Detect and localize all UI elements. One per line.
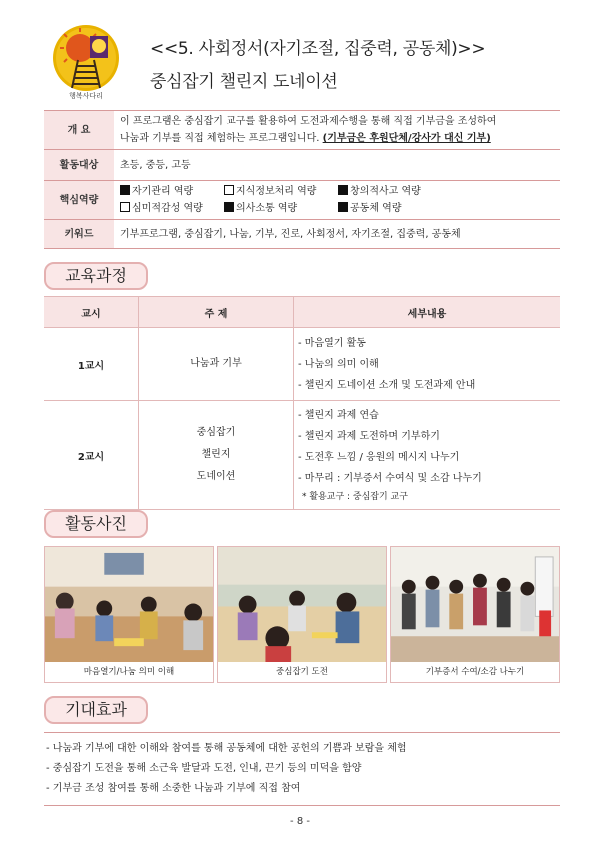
competency-list (114, 181, 560, 220)
competency-6-label: 공동체 역량 (350, 203, 402, 214)
competency-6 (338, 203, 401, 214)
row2-detail-4: - 마무리 : 기부증서 수여식 및 소감 나누기 (298, 473, 482, 484)
competency-4 (120, 200, 224, 217)
competency-5-label: 의사소통 역량 (236, 203, 298, 214)
list-item: - 기부금 조성 참여를 통해 소중한 나눔과 기부에 직접 참여 (46, 783, 301, 794)
keyword-value: 기부프로그램, 중심잡기, 나눔, 기부, 진로, 사회정서, 자기조절, 집중력, 공동체 (114, 220, 560, 249)
unchecked-box-icon (120, 202, 130, 212)
checked-box-icon (120, 185, 130, 195)
checked-box-icon (338, 185, 348, 195)
list-item: - 나눔과 기부에 대한 이해와 참여를 통해 공동체에 대한 공헌의 기쁨과 보람을 체험 (46, 743, 407, 754)
photo-caption-3: 기부증서 수여/소감 나누기 (391, 662, 559, 682)
effects-list (44, 732, 560, 806)
row1-session: 1교시 (44, 328, 139, 401)
unchecked-box-icon (224, 185, 234, 195)
row1-details (294, 328, 561, 401)
photo-card (390, 546, 560, 683)
row2-topic-1: 중심잡기 (196, 427, 236, 438)
activity-photos (44, 546, 560, 683)
row2-detail-2: - 챌린지 과제 도전하며 기부하기 (298, 431, 440, 442)
target-label: 활동대상 (44, 150, 114, 181)
row2-detail-1: - 챌린지 과제 연습 (298, 410, 379, 421)
list-item: - 중심잡기 도전을 통해 소근육 발달과 도전, 인내, 끈기 등의 미덕을 함양 (46, 763, 362, 774)
row2-detail-3: - 도전후 느낌 / 응원의 메시지 나누기 (298, 452, 460, 463)
overview-text-2: 나눔과 기부를 직접 체험하는 프로그램입니다. (120, 133, 320, 144)
col-session-header: 교시 (44, 297, 139, 328)
overview-note: (기부금은 후원단체/강사가 대신 기부) (322, 133, 491, 144)
target-value: 초등, 중등, 고등 (114, 150, 560, 181)
logo-caption: 행복사다리 (69, 92, 103, 100)
title-line-1: <<5. 사회정서(자기조절, 집중력, 공동체)>> (150, 39, 486, 59)
curriculum-section-title: 교육과정 (44, 262, 148, 290)
keyword-label: 키워드 (44, 220, 114, 249)
row2-session: 2교시 (44, 401, 139, 510)
photo-card (217, 546, 387, 683)
row2-details (294, 401, 561, 510)
row1-topic: 나눔과 기부 (139, 328, 294, 401)
col-detail-header: 세부내용 (294, 297, 561, 328)
title-line-2: 중심잡기 챌린지 도네이션 (150, 72, 338, 92)
overview-label: 개 요 (44, 111, 114, 150)
curriculum-table (44, 296, 560, 510)
competency-5 (224, 200, 338, 217)
competency-label: 핵심역량 (44, 181, 114, 220)
competency-1 (120, 183, 224, 200)
program-info-table (44, 110, 560, 249)
overview-text-1: 이 프로그램은 중심잡기 교구를 활용하여 도전과제수행을 통해 직접 기부금을 조성하여 (120, 116, 497, 127)
row2-tool-note: * 활용교구 : 중심잡기 교구 (302, 492, 408, 502)
competency-4-label: 심미적감성 역량 (132, 203, 203, 214)
table-row (44, 328, 560, 401)
photo-card (44, 546, 214, 683)
row1-detail-3: - 챌린지 도네이션 소개 및 도전과제 안내 (298, 379, 476, 391)
sun-ladder-logo-icon (50, 22, 122, 100)
competency-3-label: 창의적사고 역량 (350, 186, 421, 197)
table-row (44, 401, 560, 510)
row1-detail-1: - 마음열기 활동 (298, 337, 366, 349)
program-logo (50, 22, 122, 100)
competency-3 (338, 186, 421, 197)
col-topic-header: 주 제 (139, 297, 294, 328)
row1-detail-2: - 나눔의 의미 이해 (298, 358, 379, 370)
effects-section-title: 기대효과 (44, 696, 148, 724)
checked-box-icon (224, 202, 234, 212)
competency-1-label: 자기관리 역량 (132, 186, 194, 197)
balance-challenge-photo-icon (218, 547, 386, 662)
photo-caption-1: 마음열기/나눔 의미 이해 (45, 662, 213, 682)
competency-2-label: 지식정보처리 역량 (236, 186, 317, 197)
photo-caption-2: 중심잡기 도전 (218, 662, 386, 682)
row2-topic-3: 도네이션 (196, 471, 236, 482)
photos-section-title: 활동사진 (44, 510, 148, 538)
page-title (150, 34, 485, 92)
overview-text (114, 111, 560, 150)
page-number: - 8 - (290, 816, 310, 827)
row2-topic (139, 401, 294, 510)
checked-box-icon (338, 202, 348, 212)
row2-topic-2: 챌린지 (201, 449, 231, 460)
certificate-ceremony-photo-icon (391, 547, 559, 662)
competency-2 (224, 183, 338, 200)
classroom-photo-icon (45, 547, 213, 662)
